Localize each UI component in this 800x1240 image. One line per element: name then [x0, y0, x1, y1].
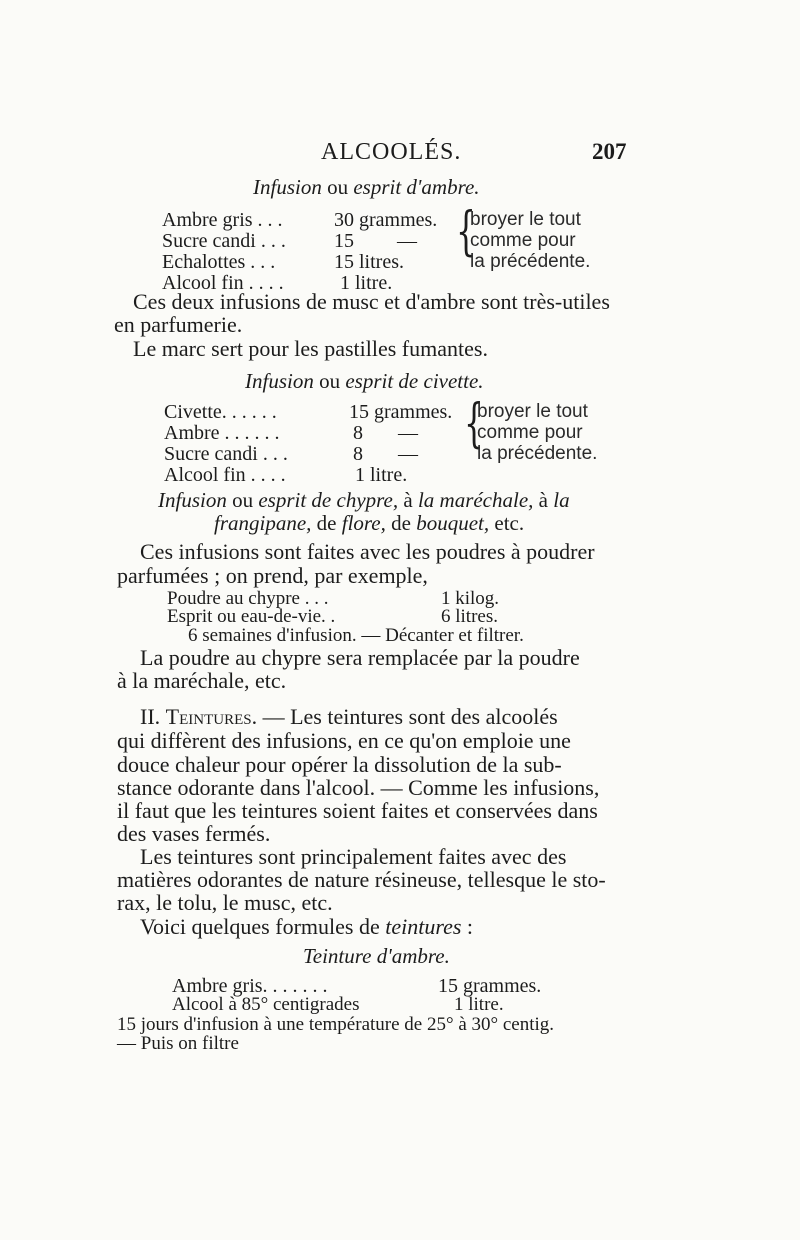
heading-part: de: [385, 511, 417, 535]
section-heading-civette: [245, 371, 484, 392]
running-header-title: ALCOOLÉS.: [321, 139, 462, 165]
recipe-instruction: broyer le tout: [470, 209, 581, 230]
heading-part: Voici quelques formules de: [140, 914, 386, 939]
ingredient-qty: 15 litres.: [334, 251, 404, 273]
ingredient-name: Alcool fin . . . .: [162, 272, 284, 294]
body-line: douce chaleur pour opérer la dissolution de la sub-: [117, 752, 562, 777]
body-line: qui diffèrent des infusions, en ce qu'on emploie une: [117, 728, 571, 753]
heading-part: :: [461, 914, 474, 939]
body-line: parfumées ; on prend, par exemple,: [117, 563, 428, 588]
ingredient-qty: 1 litre.: [340, 272, 393, 294]
heading-part: — Les teintures sont des alcoolés: [262, 704, 558, 729]
ingredient-name: Alcool à 85° centigrades: [172, 994, 360, 1015]
recipe-instruction: la précédente.: [477, 443, 598, 464]
section-heading-chypre-line1: [158, 490, 570, 511]
ingredient-name: Civette. . . . . .: [164, 401, 277, 423]
recipe-instruction: la précédente.: [470, 251, 591, 272]
body-line: — Puis on filtre: [117, 1033, 239, 1054]
heading-part: à: [533, 488, 554, 512]
heading-part: Infusion: [158, 488, 227, 512]
ingredient-name: Ambre gris . . .: [162, 209, 283, 231]
body-line: en parfumerie.: [114, 312, 243, 337]
section-heading-chypre-line2: [214, 513, 524, 534]
brace-glyph: {: [464, 394, 484, 454]
body-line: Ces infusions sont faites avec les poudres à poudrer: [140, 539, 595, 564]
ingredient-qty: 30 grammes.: [334, 209, 438, 231]
body-line: à la maréchale, etc.: [117, 668, 287, 693]
body-line: Le marc sert pour les pastilles fumantes.: [133, 336, 488, 361]
heading-part: flore,: [341, 511, 386, 535]
section-heading-teinture-ambre: Teinture d'ambre.: [303, 944, 450, 968]
ingredient-qty: 8: [353, 422, 363, 444]
ingredient-qty: 1 kilog.: [441, 588, 500, 609]
body-line: matières odorantes de nature résineuse, tellesque le sto-: [117, 867, 606, 892]
heading-part: teintures: [385, 914, 462, 939]
ditto-dash: —: [398, 443, 418, 465]
heading-part: la maréchale,: [417, 488, 534, 512]
ingredient-qty: 6 litres.: [441, 606, 498, 627]
infusion-note: 6 semaines d'infusion. — Décanter et filtrer.: [188, 625, 524, 646]
heading-part: frangipane,: [214, 511, 312, 535]
body-line: des vases fermés.: [117, 821, 271, 846]
ingredient-name: Alcool fin . . . .: [164, 464, 286, 486]
heading-part: esprit de chypre,: [258, 488, 399, 512]
section-title: Teintures.: [165, 704, 258, 729]
ingredient-name: Sucre candi . . .: [162, 230, 286, 252]
section-numeral: II.: [140, 704, 161, 729]
ingredient-name: Ambre gris. . . . . . .: [172, 975, 328, 997]
body-line: il faut que les teintures soient faites et conservées dans: [117, 798, 598, 823]
body-line: La poudre au chypre sera remplacée par la poudre: [140, 645, 580, 670]
ingredient-name: Esprit ou eau-de-vie. .: [167, 606, 336, 627]
ingredient-qty: 15 grammes.: [349, 401, 453, 423]
heading-part: ou: [321, 175, 354, 199]
recipe-instruction: comme pour: [477, 422, 583, 443]
section-heading-ambre: [253, 177, 480, 198]
recipe-instruction: comme pour: [470, 230, 576, 251]
heading-part: la: [553, 488, 570, 512]
heading-part: esprit de civette.: [345, 369, 484, 393]
ingredient-qty: 15 grammes.: [438, 975, 542, 997]
ingredient-qty: 8: [353, 443, 363, 465]
ingredient-qty: 1 litre.: [454, 994, 504, 1015]
ditto-dash: —: [398, 422, 418, 444]
brace-glyph: {: [456, 202, 476, 262]
formula-intro-line: [140, 916, 473, 938]
heading-part: de: [311, 511, 342, 535]
heading-part: esprit d'ambre.: [353, 175, 480, 199]
ingredient-name: Poudre au chypre . . .: [167, 588, 329, 609]
heading-part: etc.: [489, 511, 525, 535]
ingredient-name: Echalottes . . .: [162, 251, 276, 273]
ingredient-qty: 1 litre.: [355, 464, 408, 486]
recipe-instruction: broyer le tout: [477, 401, 588, 422]
body-line: Les teintures sont principalement faites avec des: [140, 844, 567, 869]
ditto-dash: —: [397, 230, 417, 252]
heading-part: ou: [313, 369, 346, 393]
body-line: Ces deux infusions de musc et d'ambre sont très-utiles: [133, 289, 610, 314]
heading-part: bouquet,: [416, 511, 490, 535]
body-line: rax, le tolu, le musc, etc.: [117, 890, 333, 915]
section-teintures-first-line: [140, 706, 558, 728]
heading-part: à: [398, 488, 418, 512]
body-line: 15 jours d'infusion à une température de 25° à 30° centig.: [117, 1014, 555, 1035]
heading-part: ou: [226, 488, 259, 512]
heading-part: Infusion: [253, 175, 322, 199]
body-line: stance odorante dans l'alcool. — Comme les infusions,: [117, 775, 600, 800]
ingredient-name: Ambre . . . . . .: [164, 422, 280, 444]
page-number: 207: [592, 139, 627, 164]
ingredient-name: Sucre candi . . .: [164, 443, 288, 465]
heading-part: Infusion: [245, 369, 314, 393]
ingredient-qty: 15: [334, 230, 354, 252]
